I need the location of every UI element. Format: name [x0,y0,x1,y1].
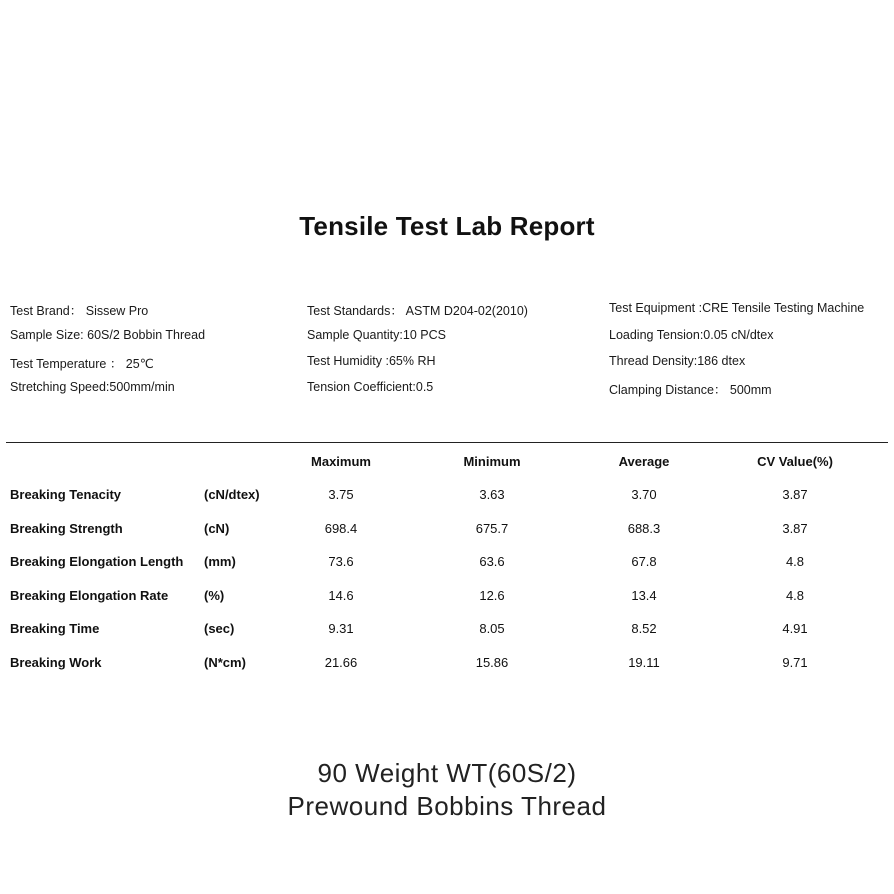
header-average: Average [618,454,670,469]
row-name: Breaking Strength [10,521,123,536]
row-unit: (cN/dtex) [204,487,260,502]
cell-cv-value: 3.87 [782,521,808,536]
cell-minimum: 675.7 [475,521,509,536]
table-row [0,487,894,507]
row-name: Breaking Work [10,655,102,670]
cell-maximum: 9.31 [328,621,354,636]
sample-quantity: Sample Quantity:10 PCS [307,328,446,342]
cell-minimum: 3.63 [479,487,505,502]
loading-tension: Loading Tension:0.05 cN/dtex [609,328,774,342]
cell-cv-value: 9.71 [782,655,808,670]
cell-maximum: 14.6 [328,588,354,603]
cell-minimum: 8.05 [479,621,505,636]
report-title: Tensile Test Lab Report [299,211,595,241]
cell-maximum: 73.6 [328,554,354,569]
test-equipment: Test Equipment :CRE Tensile Testing Machine [609,301,865,315]
clamping-distance: Clamping Distance： 500mm [609,383,772,397]
cell-average: 8.52 [631,621,657,636]
row-unit: (sec) [204,621,235,636]
cell-minimum: 15.86 [475,655,509,670]
table-row [0,655,894,675]
test-brand: Test Brand： Sissew Pro [10,304,149,318]
thread-density: Thread Density:186 dtex [609,354,746,368]
test-humidity: Test Humidity :65% RH [307,354,436,368]
cell-minimum: 63.6 [479,554,505,569]
cell-maximum: 698.4 [324,521,358,536]
cell-maximum: 21.66 [324,655,358,670]
cell-minimum: 12.6 [479,588,505,603]
row-unit: (N*cm) [204,655,246,670]
header-cv-value: CV Value(%) [757,454,833,469]
cell-average: 3.70 [631,487,657,502]
cell-average: 13.4 [631,588,657,603]
cell-cv-value: 3.87 [782,487,808,502]
caption-line-1: 90 Weight WT(60S/2) [317,758,577,788]
sample-size: Sample Size: 60S/2 Bobbin Thread [10,328,206,342]
table-row [0,521,894,541]
cell-average: 688.3 [627,521,661,536]
cell-average: 19.11 [628,655,660,670]
stretching-speed: Stretching Speed:500mm/min [10,380,175,394]
test-standards: Test Standards： ASTM D204-02(2010) [307,304,528,318]
header-minimum: Minimum [463,454,521,469]
divider-line [6,442,888,443]
row-unit: (cN) [204,521,230,536]
row-unit: (%) [204,588,225,603]
test-temperature: Test Temperature ： 25℃ [10,357,154,371]
table-row [0,621,894,641]
row-name: Breaking Tenacity [10,487,122,502]
tension-coefficient: Tension Coefficient:0.5 [307,380,434,394]
row-name: Breaking Elongation Length [10,554,184,569]
cell-cv-value: 4.8 [785,554,805,569]
row-unit: (mm) [204,554,236,569]
cell-maximum: 3.75 [328,487,354,502]
cell-cv-value: 4.8 [785,588,805,603]
header-maximum: Maximum [311,454,371,469]
row-name: Breaking Elongation Rate [10,588,169,603]
table-row [0,588,894,608]
cell-cv-value: 4.91 [782,621,808,636]
row-name: Breaking Time [10,621,100,636]
cell-average: 67.8 [631,554,657,569]
caption-line-2: Prewound Bobbins Thread [287,791,607,821]
table-row [0,554,894,574]
